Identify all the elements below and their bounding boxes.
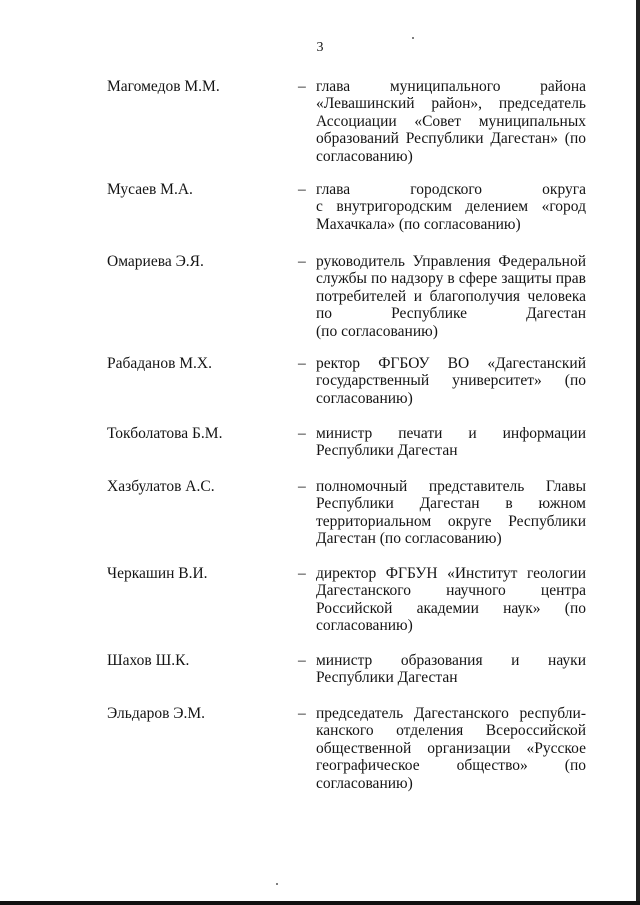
scan-speck bbox=[412, 37, 414, 39]
member-name: Мусаев М.А. bbox=[107, 181, 193, 198]
member-position bbox=[316, 253, 586, 340]
member-name: Рабаданов М.Х. bbox=[107, 355, 212, 372]
position-line: согласованию) bbox=[316, 147, 413, 165]
member-name: Черкашин В.И. bbox=[107, 565, 208, 582]
position-line: Российской академии наук» (по bbox=[316, 599, 586, 617]
position-line: директор ФГБУН «Институт геологии bbox=[316, 565, 586, 582]
dash-separator: – bbox=[298, 355, 306, 372]
position-line: географическое общество» (по bbox=[316, 757, 586, 775]
position-line: Ассоциации «Совет муниципальных bbox=[316, 112, 586, 130]
position-line: руководитель Управления Федеральной bbox=[316, 253, 586, 270]
member-position bbox=[316, 78, 586, 165]
dash-separator: – bbox=[298, 425, 306, 442]
member-name: Хазбулатов А.С. bbox=[107, 478, 215, 495]
position-line: полномочный представитель Главы bbox=[316, 478, 586, 495]
member-name: Омариева Э.Я. bbox=[107, 253, 204, 270]
dash-separator: – bbox=[298, 181, 306, 198]
position-line: согласованию) bbox=[316, 389, 413, 407]
dash-separator: – bbox=[298, 78, 306, 95]
position-line: Махачкала» (по согласованию) bbox=[316, 215, 521, 233]
member-position bbox=[316, 565, 586, 635]
member-position bbox=[316, 478, 586, 548]
dash-separator: – bbox=[298, 565, 306, 582]
position-line: министр образования и науки bbox=[316, 652, 586, 669]
position-line: по Республике Дагестан bbox=[316, 305, 586, 323]
dash-separator: – bbox=[298, 478, 306, 495]
position-line: службы по надзору в сфере защиты прав bbox=[316, 270, 586, 288]
position-line: территориальном округе Республики bbox=[316, 512, 586, 530]
position-line: Республики Дагестан bbox=[316, 442, 458, 460]
position-line: Республики Дагестан в южном bbox=[316, 495, 586, 513]
position-line: согласованию) bbox=[316, 774, 413, 792]
position-line: канского отделения Всероссийской bbox=[316, 722, 586, 740]
scan-edge-right bbox=[636, 0, 640, 905]
position-line: министр печати и информации bbox=[316, 425, 586, 442]
member-position bbox=[316, 181, 586, 233]
position-line: Дагестанского научного центра bbox=[316, 582, 586, 600]
dash-separator: – bbox=[298, 705, 306, 722]
member-position bbox=[316, 355, 586, 407]
dash-separator: – bbox=[298, 652, 306, 669]
position-line: Республики Дагестан bbox=[316, 669, 458, 687]
member-position bbox=[316, 425, 586, 460]
member-name: Эльдаров Э.М. bbox=[107, 705, 206, 722]
scan-speck bbox=[276, 883, 278, 885]
position-line: глава муниципального района bbox=[316, 78, 586, 95]
position-line: потребителей и благополучия человека bbox=[316, 287, 586, 305]
position-line: образований Республики Дагестан» (по bbox=[316, 130, 586, 148]
member-position bbox=[316, 705, 586, 792]
position-line: с внутригородским делением «город bbox=[316, 198, 586, 216]
position-line: государственный университет» (по bbox=[316, 372, 586, 390]
member-name: Шахов Ш.К. bbox=[107, 652, 190, 669]
position-line: «Левашинский район», председатель bbox=[316, 95, 586, 113]
position-line: председатель Дагестанского республи- bbox=[316, 705, 586, 722]
page-number: 3 bbox=[316, 40, 324, 55]
position-line: глава городского округа bbox=[316, 181, 586, 198]
position-line: согласованию) bbox=[316, 617, 413, 635]
member-position bbox=[316, 652, 586, 687]
position-line: ректор ФГБОУ ВО «Дагестанский bbox=[316, 355, 586, 372]
scan-edge-bottom bbox=[0, 901, 640, 905]
dash-separator: – bbox=[298, 253, 306, 270]
member-name: Токболатова Б.М. bbox=[107, 425, 223, 442]
position-line: (по согласованию) bbox=[316, 322, 438, 340]
position-line: Дагестан (по согласованию) bbox=[316, 530, 502, 548]
position-line: общественной организации «Русское bbox=[316, 739, 586, 757]
member-name: Магомедов М.М. bbox=[107, 78, 220, 95]
